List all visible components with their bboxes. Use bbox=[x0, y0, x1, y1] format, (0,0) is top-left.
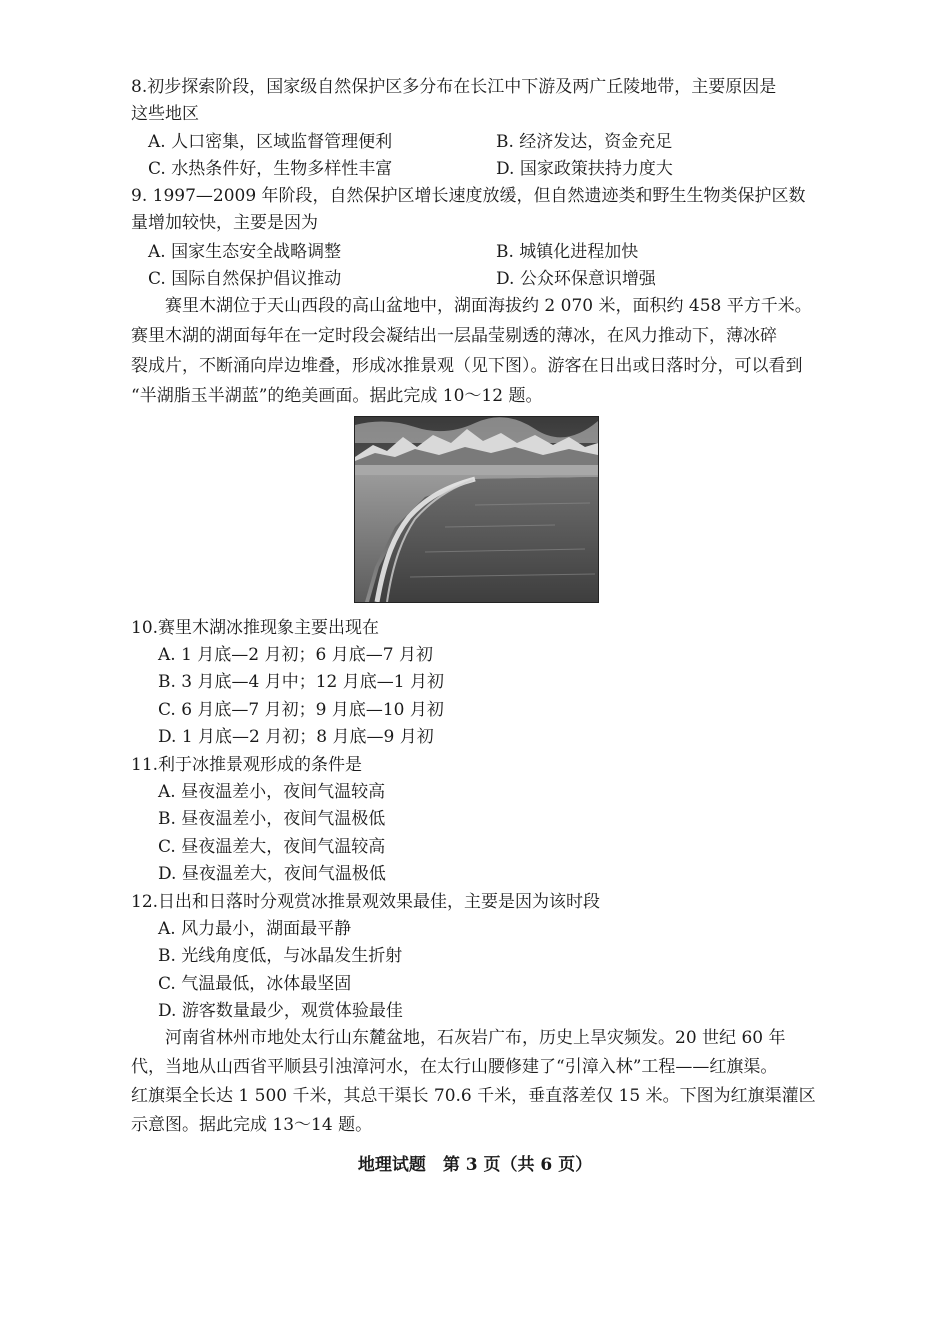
question-11-option-a[interactable]: A. 昼夜温差小，夜间气温较高 bbox=[158, 782, 386, 802]
question-9-option-d[interactable]: D. 公众环保意识增强 bbox=[496, 269, 656, 289]
question-12-option-a[interactable]: A. 风力最小，湖面最平静 bbox=[158, 919, 352, 939]
question-9-option-b[interactable]: B. 城镇化进程加快 bbox=[496, 242, 639, 262]
question-12-option-b[interactable]: B. 光线角度低，与冰晶发生折射 bbox=[158, 946, 403, 966]
question-11-option-d[interactable]: D. 昼夜温差大，夜间气温极低 bbox=[158, 864, 386, 884]
passage-sayram-lake bbox=[131, 291, 831, 411]
passage1-line1: 赛里木湖位于天山西段的高山盆地中，湖面海拔约 2 070 米，面积约 458 平方千米。 bbox=[165, 296, 812, 316]
passage1-line2: 赛里木湖的湖面每年在一定时段会凝结出一层晶莹剔透的薄冰，在风力推动下，薄冰碎 bbox=[131, 326, 777, 346]
question-12-option-d[interactable]: D. 游客数量最少，观赏体验最佳 bbox=[158, 1001, 403, 1021]
passage2-line3: 红旗渠全长达 1 500 千米，其总干渠长 70.6 千米，垂直落差仅 15 米。下图为红旗渠灌区 bbox=[131, 1086, 816, 1106]
question-9-stem-line2: 量增加较快，主要是因为 bbox=[131, 213, 318, 233]
question-12-option-c[interactable]: C. 气温最低，冰体最坚固 bbox=[158, 974, 352, 994]
question-11-option-b[interactable]: B. 昼夜温差小，夜间气温极低 bbox=[158, 809, 386, 829]
passage1-line3: 裂成片，不断涌向岸边堆叠，形成冰推景观（见下图）。游客在日出或日落时分，可以看到 bbox=[131, 356, 803, 376]
passage2-line1: 河南省林州市地处太行山东麓盆地，石灰岩广布，历史上旱灾频发。20 世纪 60 年 bbox=[165, 1028, 786, 1048]
question-8-stem-line2: 这些地区 bbox=[131, 104, 199, 124]
passage1-line4: “半湖脂玉半湖蓝”的绝美画面。据此完成 10～12 题。 bbox=[131, 386, 543, 406]
question-10-option-a[interactable]: A. 1 月底—2 月初；6 月底—7 月初 bbox=[158, 645, 433, 665]
question-12-stem: 12.日出和日落时分观赏冰推景观效果最佳，主要是因为该时段 bbox=[131, 892, 601, 912]
question-8-stem-line1: 8.初步探索阶段，国家级自然保护区多分布在长江中下游及两广丘陵地带，主要原因是 bbox=[131, 77, 777, 97]
question-11-stem: 11.利于冰推景观形成的条件是 bbox=[131, 755, 363, 775]
question-10-option-d[interactable]: D. 1 月底—2 月初；8 月底—9 月初 bbox=[158, 727, 434, 747]
passage2-line2: 代，当地从山西省平顺县引浊漳河水，在太行山腰修建了“引漳入林”工程——红旗渠。 bbox=[131, 1057, 778, 1077]
question-8 bbox=[131, 74, 831, 128]
question-10-option-c[interactable]: C. 6 月底—7 月初；9 月底—10 月初 bbox=[158, 700, 444, 720]
ice-push-photo bbox=[354, 416, 599, 603]
passage2-line4: 示意图。据此完成 13～14 题。 bbox=[131, 1115, 373, 1135]
question-8-option-b[interactable]: B. 经济发达，资金充足 bbox=[496, 132, 673, 152]
question-11-option-c[interactable]: C. 昼夜温差大，夜间气温较高 bbox=[158, 837, 386, 857]
question-8-option-c[interactable]: C. 水热条件好，生物多样性丰富 bbox=[148, 159, 393, 179]
question-9-option-c[interactable]: C. 国际自然保护倡议推动 bbox=[148, 269, 342, 289]
question-9 bbox=[131, 183, 831, 237]
page-footer: 地理试题 第 3 页（共 6 页） bbox=[357, 1155, 593, 1175]
question-9-stem-line1: 9. 1997—2009 年阶段，自然保护区增长速度放缓，但自然遗迹类和野生生物类保护区数 bbox=[131, 186, 806, 206]
question-8-option-d[interactable]: D. 国家政策扶持力度大 bbox=[496, 159, 673, 179]
passage-hongqi-canal bbox=[131, 1024, 831, 1140]
question-10-option-b[interactable]: B. 3 月底—4 月中；12 月底—1 月初 bbox=[158, 672, 444, 692]
question-8-option-a[interactable]: A. 人口密集，区域监督管理便利 bbox=[148, 132, 393, 152]
question-10-stem: 10.赛里木湖冰推现象主要出现在 bbox=[131, 618, 380, 638]
question-9-option-a[interactable]: A. 国家生态安全战略调整 bbox=[148, 242, 342, 262]
